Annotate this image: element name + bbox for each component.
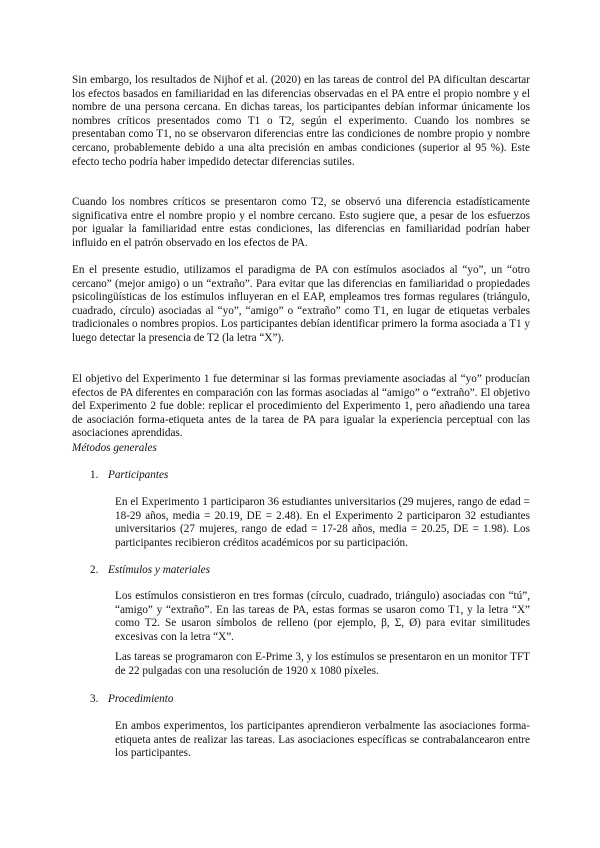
item-number-2: 2.	[90, 564, 99, 576]
paragraph-present-study: En el presente estudio, utilizamos el paradigma de PA con estímulos asociados al “yo”, un “otro cercano” (mejor amigo) o un “extraño”. Para evitar que las diferencias en familiaridad o propiedades psicolingüísticas de los estímulos influyeran en el EAP, empleamos tres formas regulares (triángulo, cuadrado, círculo) asociadas al “yo”, “amigo” o “extraño” como T1, en lugar de etiquetas verbales tradicionales o nombres propios. Los participantes debían identificar primero la forma asociada a T1 y luego detectar la presencia de T2 (la letra “X”).	[72, 264, 531, 344]
paragraph-estimulos: Los estímulos consistieron en tres formas (círculo, cuadrado, triángulo) asociadas con “tú”, “amigo” y “extraño”. En las tareas de PA, estas formas se usaron como T1, y la letra “X” como T2. Se usaron símbolos de relleno (por ejemplo, β, Σ, Ø) para evitar similitudes excesivas con la letra “X”.	[115, 590, 530, 643]
paragraph-t2-results: Cuando los nombres críticos se presentaron como T2, se observó una diferencia estadísticamente significativa entre el nombre propio y el nombre cercano. Esto sugiere que, a pesar de los esfuerzos por igualar la familiaridad entre estas condiciones, las diferencias en familiaridad podrían haber influido en el patrón observado en los efectos de PA.	[72, 196, 530, 249]
paragraph-procedimiento: En ambos experimentos, los participantes aprendieron verbalmente las asociaciones forma-etiqueta antes de realizar las tareas. Las asociaciones específicas se contrabalancearon entre los participantes.	[115, 720, 530, 760]
subheading-participantes: Participantes	[108, 469, 169, 481]
paragraph-intro-familiarity: Sin embargo, los resultados de Nijhof et al. (2020) en las tareas de control del PA dificultan descartar los efectos basados en familiaridad en las diferencias observadas en el PA entre el propio nombre y el nombre de una persona cercana. En dichas tareas, los participantes debían informar únicamente los nombres críticos presentados como T1 o T2, según el experimento. Cuando los nombres se presentaban como T1, no se observaron diferencias entre las condiciones de nombre propio y nombre cercano, probablemente debido a una alta precisión en ambas condiciones (superior al 95 %). Este efecto techo podría haber impedido detectar diferencias sutiles.	[72, 74, 530, 168]
item-number-1: 1.	[90, 469, 99, 481]
section-heading-metodos: Métodos generales	[72, 442, 157, 454]
paragraph-participantes: En el Experimento 1 participaron 36 estudiantes universitarios (29 mujeres, rango de edad = 18-29 años, media = 20.19, DE = 2.48). En el Experimento 2 participaron 32 estudiantes universitarios (27 mujeres, rango de edad = 17-28 años, media = 20.25, DE = 1.98). Los participantes recibieron créditos académicos por su participación.	[115, 496, 530, 549]
subheading-procedimiento: Procedimiento	[108, 693, 174, 705]
item-number-3: 3.	[90, 693, 99, 705]
paragraph-experiment-goals: El objetivo del Experimento 1 fue determinar si las formas previamente asociadas al “yo” producían efectos de PA diferentes en comparación con las formas asociadas al “amigo” o “extraño”. El objetivo del Experimento 2 fue doble: replicar el procedimiento del Experimento 1, pero añadiendo una tarea de asociación forma-etiqueta antes de la tarea de PA para igualar la experiencia perceptual con las asociaciones aprendidas.	[72, 373, 530, 440]
subheading-estimulos: Estímulos y materiales	[108, 564, 210, 576]
paragraph-eprime: Las tareas se programaron con E-Prime 3, y los estímulos se presentaron en un monitor TFT de 22 pulgadas con una resolución de 1920 x 1080 píxeles.	[115, 651, 530, 677]
